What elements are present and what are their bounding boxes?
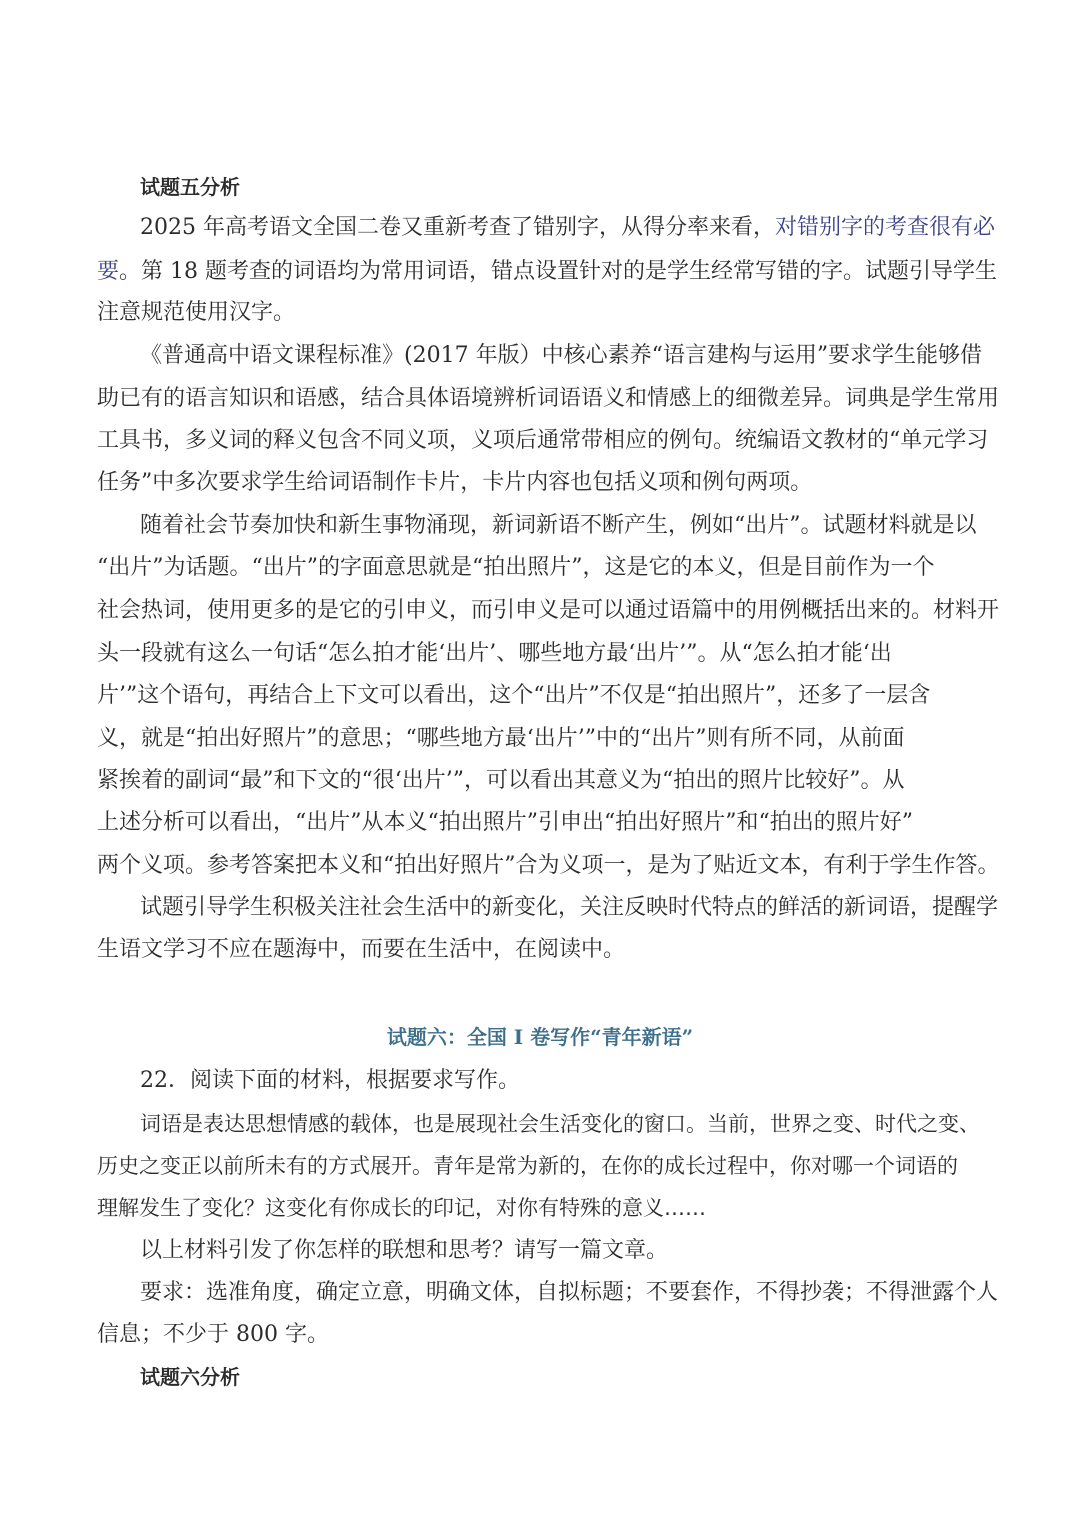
section5-p3-line: 片’”这个语句，再结合上下文可以看出，这个“出片”不仅是“拍出照片”，还多了一层含	[97, 683, 931, 708]
section5-p2-line: 助已有的语言知识和语感，结合具体语境辨析词语语义和情感上的细微差异。词典是学生常用	[97, 386, 1000, 411]
section5-p3-line: 上述分析可以看出，“出片”从本义“拍出照片”引申出“拍出好照片”和“拍出的照片好”	[97, 810, 913, 835]
highlight-text: 对错别字的考查很有必	[774, 215, 995, 240]
section5-p2-line: 工具书，多义词的释义包含不同义项，义项后通常带相应的例句。统编语文教材的“单元学习	[97, 428, 989, 453]
section5-p3-line: 社会热词，使用更多的是它的引申义，而引申义是可以通过语篇中的用例概括出来的。材料开	[97, 598, 1000, 623]
section6-material-line: 历史之变正以前所未有的方式展开。青年是常为新的，在你的成长过程中，你对哪一个词语的	[97, 1154, 958, 1178]
section6-requirements-line: 要求：选准角度，确定立意，明确文体，自拟标题；不要套作，不得抄袭；不得泄露个人	[140, 1280, 999, 1305]
section5-p4-line: 试题引导学生积极关注社会生活中的新变化，关注反映时代特点的鲜活的新词语，提醒学	[140, 895, 999, 920]
section5-p2-line: 任务”中多次要求学生给词语制作卡片，卡片内容也包括义项和例句两项。	[97, 470, 813, 495]
section5-p3-line: 紧挨着的副词“最”和下文的“很‘出片’”，可以看出其意义为“拍出的照片比较好”。从	[97, 768, 905, 793]
section5-p1-line1	[140, 213, 1080, 243]
section5-p3-line: 随着社会节奏加快和新生事物涌现，新词新语不断产生，例如“出片”。试题材料就是以	[140, 513, 977, 538]
section6-title: 试题六：全国 I 卷写作“青年新语”	[386, 1025, 694, 1049]
section5-heading: 试题五分析	[140, 175, 240, 199]
section5-p1-line2	[97, 257, 1080, 287]
section5-p3-line: “出片”为话题。“出片”的字面意思就是“拍出照片”，这是它的本义，但是目前作为一个	[97, 555, 935, 580]
p1-text: 。第 18 题考查的词语均为常用词语，错点设置针对的是学生经常写错的字。试题引导学生	[119, 259, 997, 284]
section5-p3-line: 头一段就有这么一句话“怎么拍才能‘出片’、哪些地方最‘出片’”。从“怎么拍才能‘出	[97, 641, 892, 666]
highlight-text: 要	[97, 259, 120, 284]
section6-prompt: 以上材料引发了你怎样的联想和思考？请写一篇文章。	[140, 1238, 669, 1263]
section6-material-line: 理解发生了变化？这变化有你成长的印记，对你有特殊的意义……	[97, 1196, 706, 1220]
section5-p3-line: 两个义项。参考答案把本义和“拍出好照片”合为义项一，是为了贴近文本，有利于学生作答。	[97, 853, 1000, 878]
section6-question: 22．阅读下面的材料，根据要求写作。	[140, 1068, 520, 1093]
section6-requirements-line: 信息；不少于 800 字。	[97, 1322, 329, 1347]
p1-text: 2025 年高考语文全国二卷又重新考查了错别字，从得分率来看，	[140, 215, 775, 240]
section5-p2-line: 《普通高中语文课程标准》(2017 年版）中核心素养“语言建构与运用”要求学生能够借	[140, 343, 983, 368]
section5-p4-line: 生语文学习不应在题海中，而要在生活中，在阅读中。	[97, 937, 626, 962]
section6-material-line: 词语是表达思想情感的载体，也是展现社会生活变化的窗口。当前，世界之变、时代之变、	[140, 1112, 980, 1136]
section6-analysis-heading: 试题六分析	[140, 1365, 240, 1389]
section5-p3-line: 义，就是“拍出好照片”的意思；“哪些地方最‘出片’”中的“出片”则有所不同，从前面	[97, 726, 905, 751]
section5-p1-line3: 注意规范使用汉字。	[97, 300, 296, 325]
